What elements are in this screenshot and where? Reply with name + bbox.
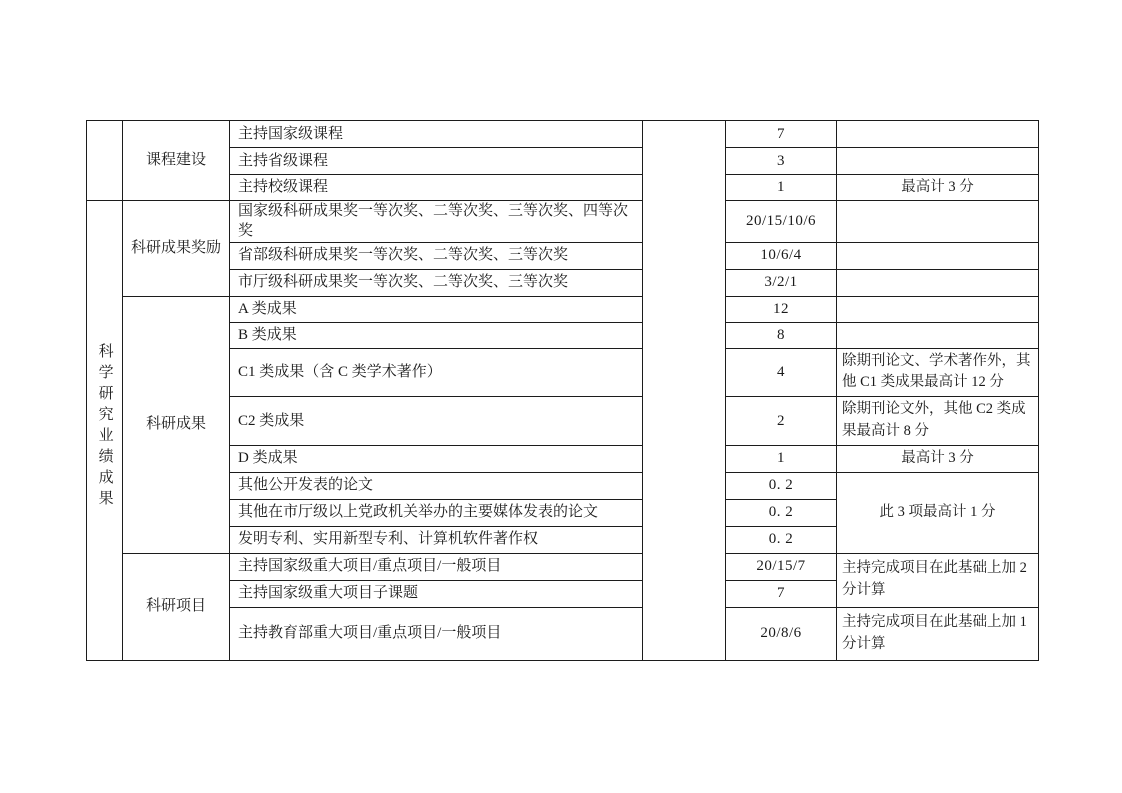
table-row xyxy=(87,148,1039,175)
score-cell: 2 xyxy=(726,397,837,446)
category-cell-achievements: 科研成果 xyxy=(123,296,230,553)
score-cell: 4 xyxy=(726,348,837,397)
table-row xyxy=(87,472,1039,499)
table-row xyxy=(87,175,1039,201)
detail-cell: 主持国家级重大项目子课题 xyxy=(230,580,643,607)
category-cell-awards: 科研成果奖励 xyxy=(123,201,230,297)
note-cell: 最高计 3 分 xyxy=(837,175,1039,201)
score-cell: 0. 2 xyxy=(726,499,837,526)
note-cell xyxy=(837,201,1039,243)
detail-cell: A 类成果 xyxy=(230,296,643,322)
detail-cell: 主持国家级课程 xyxy=(230,121,643,148)
detail-cell: 其他在市厅级以上党政机关举办的主要媒体发表的论文 xyxy=(230,499,643,526)
score-cell: 20/8/6 xyxy=(726,607,837,660)
score-cell: 12 xyxy=(726,296,837,322)
note-cell: 最高计 3 分 xyxy=(837,445,1039,472)
detail-cell: 主持国家级重大项目/重点项目/一般项目 xyxy=(230,553,643,580)
score-cell: 8 xyxy=(726,322,837,348)
category-cell-course: 课程建设 xyxy=(123,121,230,201)
section-spacer-cell xyxy=(87,121,123,201)
score-cell: 1 xyxy=(726,445,837,472)
note-cell xyxy=(837,322,1039,348)
note-cell xyxy=(837,148,1039,175)
note-cell-merged: 主持完成项目在此基础上加 2 分计算 xyxy=(837,553,1039,607)
detail-cell: 主持校级课程 xyxy=(230,175,643,201)
table-row xyxy=(87,242,1039,269)
note-cell xyxy=(837,269,1039,296)
table-row xyxy=(87,607,1039,660)
detail-cell: B 类成果 xyxy=(230,322,643,348)
detail-cell: D 类成果 xyxy=(230,445,643,472)
detail-cell: 市厅级科研成果奖一等次奖、二等次奖、三等次奖 xyxy=(230,269,643,296)
category-cell-projects: 科研项目 xyxy=(123,553,230,660)
detail-cell: 主持省级课程 xyxy=(230,148,643,175)
table-row xyxy=(87,445,1039,472)
score-cell: 3 xyxy=(726,148,837,175)
table-row xyxy=(87,553,1039,580)
detail-cell: 省部级科研成果奖一等次奖、二等次奖、三等次奖 xyxy=(230,242,643,269)
detail-cell: 主持教育部重大项目/重点项目/一般项目 xyxy=(230,607,643,660)
table-row xyxy=(87,296,1039,322)
score-cell: 20/15/7 xyxy=(726,553,837,580)
score-cell: 1 xyxy=(726,175,837,201)
note-cell xyxy=(837,121,1039,148)
score-cell: 0. 2 xyxy=(726,472,837,499)
detail-cell: 发明专利、实用新型专利、计算机软件著作权 xyxy=(230,526,643,553)
spacer-column-cell xyxy=(643,121,726,661)
note-cell xyxy=(837,242,1039,269)
table-row xyxy=(87,348,1039,397)
note-cell: 主持完成项目在此基础上加 1 分计算 xyxy=(837,607,1039,660)
detail-cell: C2 类成果 xyxy=(230,397,643,446)
table-row xyxy=(87,269,1039,296)
table-row xyxy=(87,121,1039,148)
detail-cell: 其他公开发表的论文 xyxy=(230,472,643,499)
score-cell: 0. 2 xyxy=(726,526,837,553)
note-cell-merged: 此 3 项最高计 1 分 xyxy=(837,472,1039,553)
vertical-section-header: 科学研究业绩成果 xyxy=(96,343,113,512)
detail-cell: C1 类成果（含 C 类学术著作） xyxy=(230,348,643,397)
note-cell: 除期刊论文、学术著作外，其他 C1 类成果最高计 12 分 xyxy=(837,348,1039,397)
vertical-section-header-cell xyxy=(87,201,123,661)
score-cell: 7 xyxy=(726,121,837,148)
performance-score-table xyxy=(86,120,1039,661)
score-cell: 7 xyxy=(726,580,837,607)
detail-cell: 国家级科研成果奖一等次奖、二等次奖、三等次奖、四等次奖 xyxy=(230,201,643,243)
table-row xyxy=(87,201,1039,243)
table-row xyxy=(87,322,1039,348)
note-cell: 除期刊论文外，其他 C2 类成果最高计 8 分 xyxy=(837,397,1039,446)
score-cell: 10/6/4 xyxy=(726,242,837,269)
note-cell xyxy=(837,296,1039,322)
table-row xyxy=(87,397,1039,446)
score-cell: 3/2/1 xyxy=(726,269,837,296)
score-cell: 20/15/10/6 xyxy=(726,201,837,243)
